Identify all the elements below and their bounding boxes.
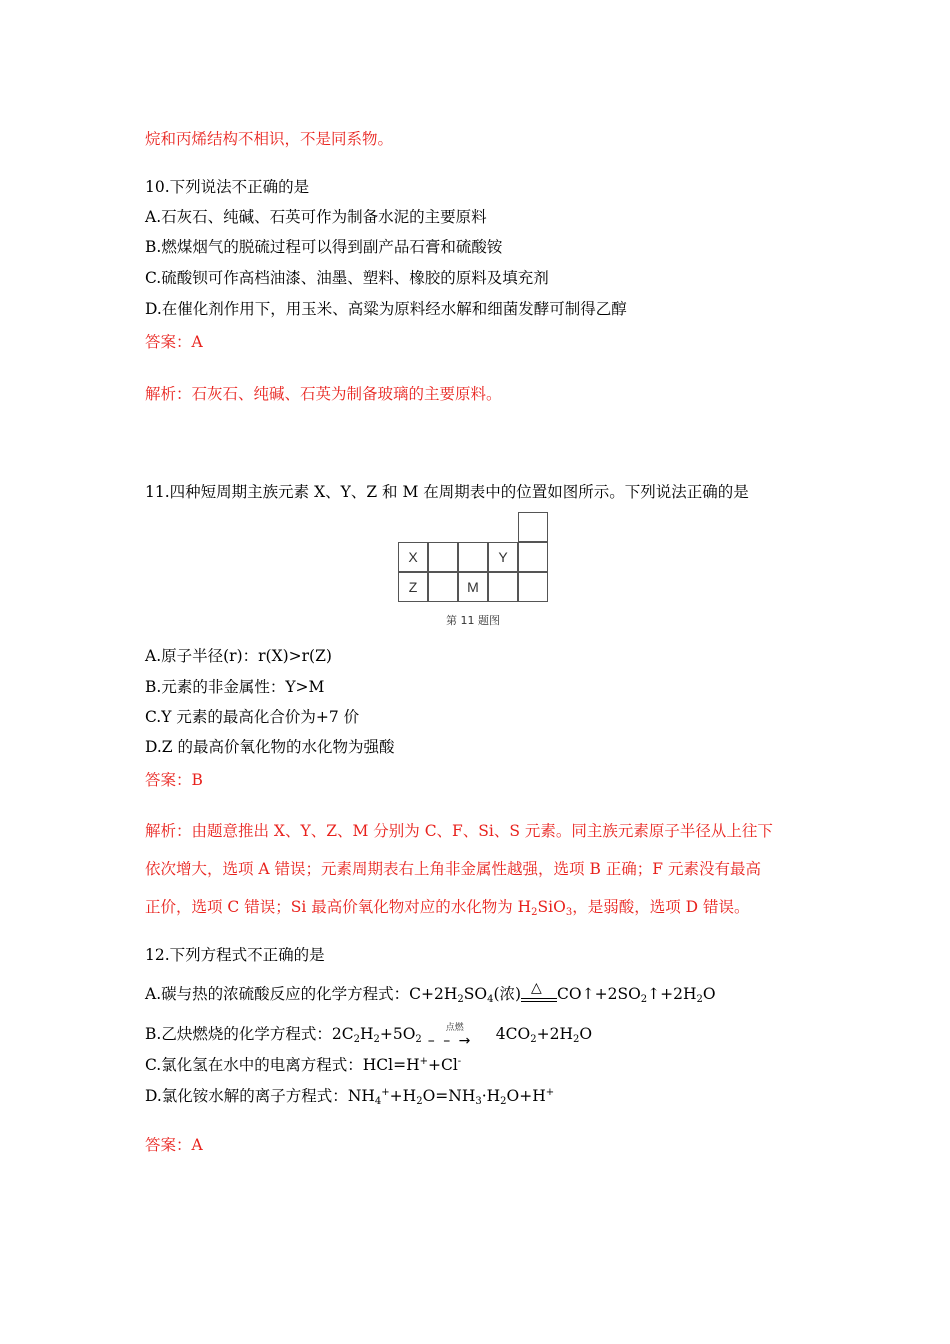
table-cell-empty: [428, 572, 458, 602]
q11-option-d: D.Z 的最高价氧化物的水化物为强酸: [145, 738, 395, 756]
figure-caption: 第 11 题图: [446, 614, 500, 627]
q10-option-b: B.燃煤烟气的脱硫过程可以得到副产品石膏和硫酸铵: [145, 238, 503, 256]
table-cell-empty: [518, 572, 548, 602]
q10-option-c: C.硫酸钡可作高档油漆、油墨、塑料、橡胶的原料及填充剂: [145, 269, 549, 287]
table-cell-x: X: [398, 542, 428, 572]
q10-option-d: D.在催化剂作用下，用玉米、高粱为原料经水解和细菌发酵可制得乙醇: [145, 300, 627, 318]
q10-option-a: A.石灰石、纯碱、石英可作为制备水泥的主要原料: [145, 208, 487, 226]
periodic-table-figure: [398, 512, 550, 630]
table-cell-empty: [518, 512, 548, 542]
q11-option-b: B.元素的非金属性：Y>M: [145, 678, 325, 696]
q11-option-c: C.Y 元素的最高化合价为+7 价: [145, 708, 360, 726]
q10-analysis: 解析：石灰石、纯碱、石英为制备玻璃的主要原料。: [145, 385, 502, 403]
q9-analysis-tail: 烷和丙烯结构不相识，不是同系物。: [145, 130, 394, 148]
q11-analysis-line2: 依次增大，选项 A 错误；元素周期表右上角非金属性越强，选项 B 正确；F 元素没有最高: [145, 860, 761, 878]
table-cell-m: M: [458, 572, 488, 602]
q12-option-c: C.氯化氢在水中的电离方程式：HCl=H++Cl-: [145, 1056, 462, 1074]
heat-condition-arrow: [521, 980, 557, 1006]
table-cell-empty: [428, 542, 458, 572]
table-cell-empty: [518, 542, 548, 572]
ignition-arrow: 点燃 – – →: [427, 1023, 473, 1049]
q10-stem: 10.下列说法不正确的是: [145, 178, 310, 196]
q10-answer: 答案：A: [145, 333, 203, 351]
q11-answer: 答案：B: [145, 771, 203, 789]
table-cell-empty: [488, 572, 518, 602]
q11-analysis-line1: 解析：由题意推出 X、Y、Z、M 分别为 C、F、Si、S 元素。同主族元素原子半径从上往下: [145, 822, 773, 840]
q12-option-a: A.碳与热的浓硫酸反应的化学方程式：$C+2H_2SO_4$(浓) △ $CO↑+2SO_2↑+2H_2O$: [145, 980, 716, 1005]
table-cell-y: Y: [488, 542, 518, 572]
q11-analysis-line3: 正价，选项 C 错误；Si 最高价氧化物对应的水化物为 $H_2SiO_3$，是弱酸，选项 D 错误。: [145, 898, 750, 918]
q11-option-a: A.原子半径(r)：r(X)>r(Z): [145, 647, 332, 665]
q12-option-b: B.乙炔燃烧的化学方程式：$2C_2H_2+5O_2$ 点燃 – – → $4CO_2+2H_2O$: [145, 1023, 593, 1049]
q12-option-d: D.氯化铵水解的离子方程式：$NH_4^++H_2O=NH_3\cdot H_2O+H^+$: [145, 1087, 555, 1107]
q12-stem: 12.下列方程式不正确的是: [145, 946, 325, 964]
table-cell-empty: [458, 542, 488, 572]
heat-triangle-icon: △: [531, 980, 542, 996]
q12-answer: 答案：A: [145, 1136, 203, 1154]
table-cell-z: Z: [398, 572, 428, 602]
q11-stem: 11.四种短周期主族元素 X、Y、Z 和 M 在周期表中的位置如图所示。下列说法正确的是: [145, 483, 749, 501]
